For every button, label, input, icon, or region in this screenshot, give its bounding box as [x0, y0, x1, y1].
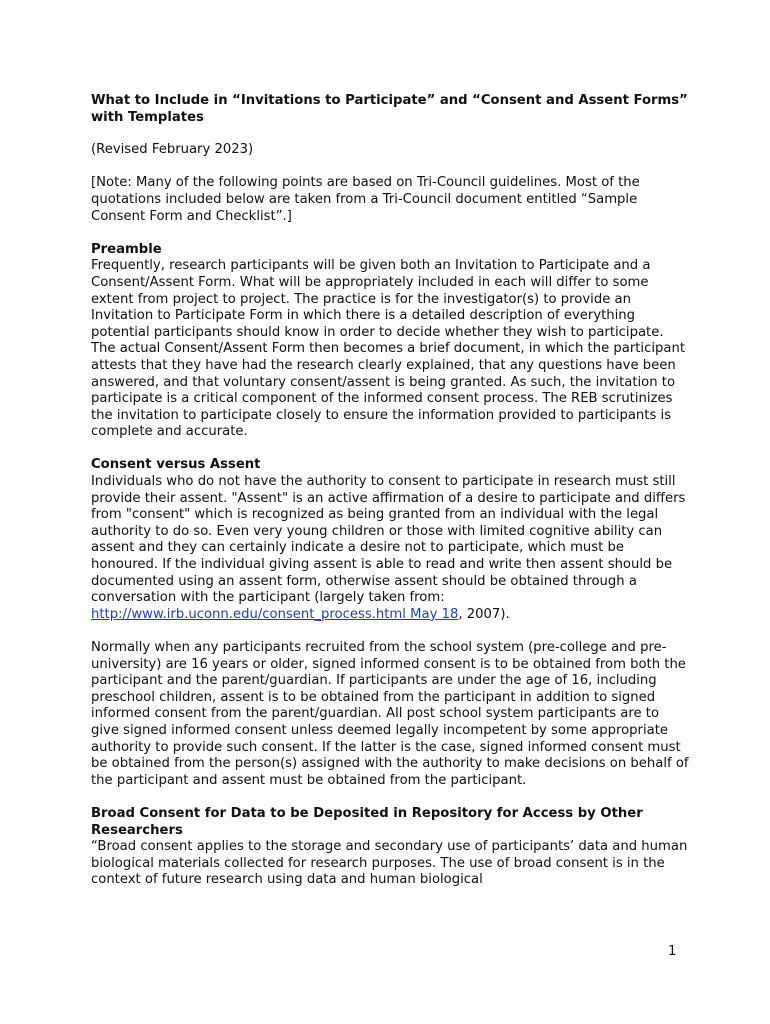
preamble-heading: Preamble	[91, 241, 162, 257]
broad-consent-section	[91, 806, 691, 889]
preamble-text: Frequently, research participants will be given both an Invitation to Participate and a Consent/Assent Form. What will be appropriately included in each will differ to some extent from project to project. The practice is for the investigator(s) to provide an Invitation to Participate Form in which there is a detailed description of everything potential participants should know in order to decide whether they wish to participate. The actual Consent/Assent Form then becomes a brief document, in which the participant attests that they have had the research clearly explained, that any questions have been answered, and that voluntary consent/assent is being granted. As such, the invitation to participate is a critical component of the informed consent process. The REB scrutinizes the invitation to participate closely to ensure the information provided to participants is complete and accurate.	[91, 258, 685, 440]
document-title: What to Include in “Invitations to Participate” and “Consent and Assent Forms” with Templates	[91, 93, 688, 125]
broad-consent-text: “Broad consent applies to the storage and secondary use of participants’ data and human biological materials collected for research purposes. The use of broad consent is in the context of future research using data and human biological	[91, 839, 688, 888]
normally-paragraph: Normally when any participants recruited from the school system (pre-college and pre-university) are 16 years or older, signed informed consent is to be obtained from both the participant and the parent/guardian. If participants are under the age of 16, including preschool children, assent is to be obtained from the participant in addition to signed informed consent from the parent/guardian. All post school system participants are to give signed informed consent unless deemed legally incompetent by some appropriate authority to provide such consent. If the latter is the case, signed informed consent must be obtained from the person(s) assigned with the authority to make decisions on behalf of the participant and assent must be obtained from the participant.	[91, 640, 689, 788]
broad-consent-heading: Broad Consent for Data to be Deposited in Repository for Access by Other Researchers	[91, 805, 643, 838]
note-paragraph: [Note: Many of the following points are based on Tri-Council guidelines. Most of the quotations included below are taken from a Tri-Council document entitled “Sample Consent Form and Checklist”.]	[91, 175, 640, 224]
document-page	[91, 93, 691, 906]
consent-source-link[interactable]: http://www.irb.uconn.edu/consent_process.html May 18	[91, 606, 459, 622]
consent-text: Individuals who do not have the authority to consent to participate in research must still provide their assent. "Assent" is an active affirmation of a desire to participate and differs from "consent" which is recognized as being granted from an individual with the legal authority to do so. Even very young children or those with limited cognitive ability can assent and they can certainly indicate a desire not to participate, which must be honoured. If the individual giving assent is able to read and write then assent should be documented using an assent form, otherwise assent should be obtained through a conversation with the participant (largely taken from:	[91, 474, 686, 606]
consent-section	[91, 457, 691, 623]
page-number: 1	[668, 944, 677, 959]
consent-heading: Consent versus Assent	[91, 457, 261, 473]
consent-link-suffix: , 2007).	[458, 606, 510, 622]
preamble-section	[91, 242, 691, 441]
revision-date: (Revised February 2023)	[91, 142, 254, 158]
